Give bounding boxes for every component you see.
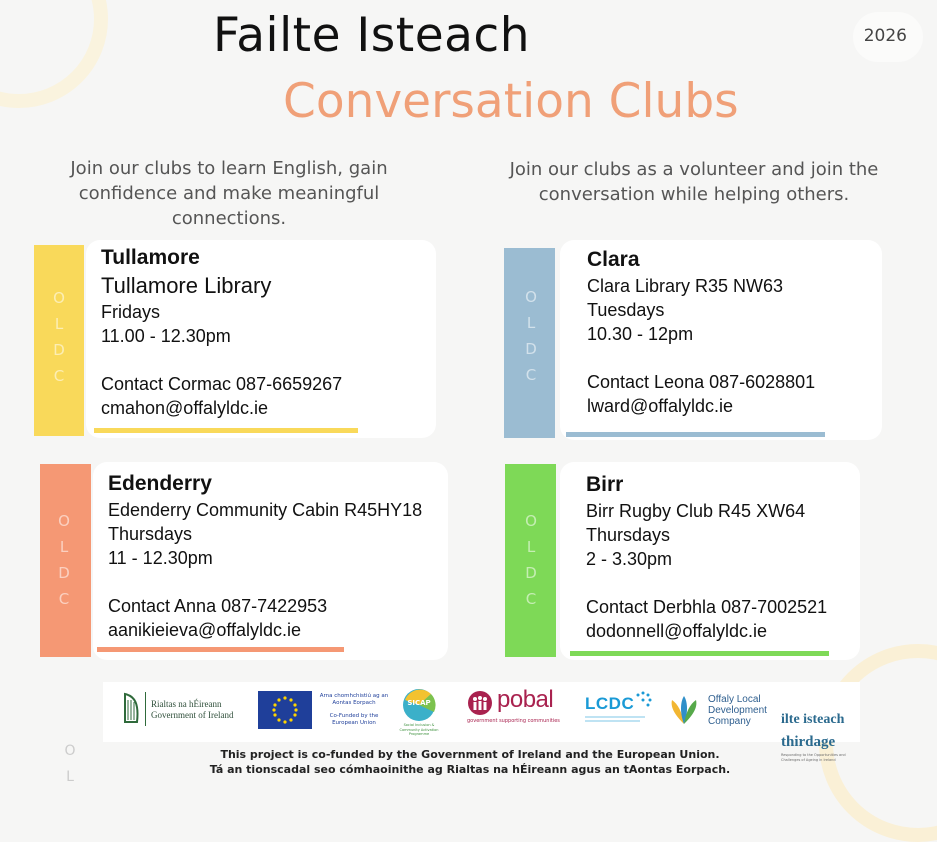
club-venue: Tullamore Library: [101, 273, 272, 298]
pobal-people-icon: [467, 690, 493, 716]
club-email[interactable]: dodonnell@offalyldc.ie: [586, 621, 768, 641]
club-details-tullamore: [101, 244, 342, 420]
club-underline-birr: [570, 651, 829, 656]
club-color-strip-clara: [504, 248, 555, 438]
club-email[interactable]: cmahon@offalyldc.ie: [101, 398, 269, 418]
club-underline-tullamore: [94, 428, 358, 433]
club-venue: Clara Library R35 NW63: [587, 276, 784, 296]
club-town: Clara: [587, 248, 640, 271]
club-email[interactable]: aanikieieva@offalyldc.ie: [108, 620, 302, 640]
volunteer-intro: Join our clubs as a volunteer and join the conversation while helping others.: [509, 159, 879, 205]
club-time: 11.00 - 12.30pm: [101, 326, 231, 346]
club-email[interactable]: lward@offalyldc.ie: [587, 396, 734, 416]
learner-intro: Join our clubs to learn English, gain confidence and make meaningful connections.: [70, 158, 388, 229]
club-underline-clara: [566, 432, 825, 437]
club-town: Tullamore: [101, 246, 200, 269]
club-contact: Contact Anna 087-7422953: [108, 596, 328, 616]
club-color-strip-birr: [505, 464, 556, 657]
lcdc-logo: LCDC: [585, 690, 655, 732]
page-title: Failte Isteach: [213, 8, 531, 63]
club-time: 2 - 3.30pm: [586, 549, 673, 569]
club-details-clara: [587, 246, 815, 418]
government-of-ireland-logo: Rialtas na hÉireann Government of Ireland: [121, 692, 241, 728]
decorative-arc-top-left: [0, 0, 108, 108]
club-underline-edenderry: [97, 647, 344, 652]
club-venue: Birr Rugby Club R45 XW64: [586, 501, 806, 521]
strip-letters: O L D C: [58, 512, 70, 608]
club-contact: Contact Cormac 087-6659267: [101, 374, 343, 394]
funding-footer: [150, 747, 790, 777]
club-details-birr: [586, 471, 827, 643]
offaly-ldc-logo: Offaly Local Development Company: [666, 692, 776, 732]
side-watermark-letters: O L: [64, 743, 76, 785]
club-venue: Edenderry Community Cabin R45HY18: [108, 500, 423, 520]
failte-isteach-thirdage-logo: ilte isteach thirdage Responding to the Opportunities and Challenges of Ageing in Ireland: [781, 712, 846, 762]
pobal-logo: pobal government supporting communities: [467, 686, 560, 724]
club-color-strip-edenderry: [40, 464, 91, 657]
harp-icon: [121, 692, 141, 726]
club-details-edenderry: [108, 470, 422, 642]
strip-letters: O L D C: [525, 512, 537, 608]
footer-line-english: This project is co-funded by the Government of Ireland and the European Union.: [220, 748, 720, 761]
strip-letters: O L D C: [53, 289, 65, 385]
club-contact: Contact Leona 087-6028801: [587, 372, 816, 392]
sicap-logo: SICAP Social Inclusion & Community Activation Programme: [399, 688, 439, 738]
club-day: Thursdays: [108, 524, 193, 544]
club-day: Fridays: [101, 302, 161, 322]
footer-line-irish: Tá an tionscadal seo cómhaoinithe ag Rialtas na hÉireann agus an tAontas Eorpach.: [209, 763, 731, 776]
club-contact: Contact Derbhla 087-7002521: [586, 597, 828, 617]
sponsor-logo-bar: [103, 682, 860, 742]
offaly-leaf-icon: [666, 694, 702, 726]
club-day: Thursdays: [586, 525, 671, 545]
lcdc-dots-icon: [633, 690, 653, 710]
club-day: Tuesdays: [587, 300, 665, 320]
club-color-strip-tullamore: [34, 245, 84, 436]
page-subtitle: Conversation Clubs: [283, 74, 739, 129]
year-label: 2026: [863, 26, 907, 46]
strip-letters: O L D C: [525, 288, 537, 384]
eu-flag-icon: [258, 691, 312, 729]
club-time: 11 - 12.30pm: [108, 548, 213, 568]
eu-cofunded-logo: Arna chomhchistiú ag an Aontas Eorpach Co-Funded by the European Union: [258, 691, 393, 731]
club-time: 10.30 - 12pm: [587, 324, 694, 344]
club-town: Birr: [586, 473, 624, 496]
club-town: Edenderry: [108, 472, 212, 495]
